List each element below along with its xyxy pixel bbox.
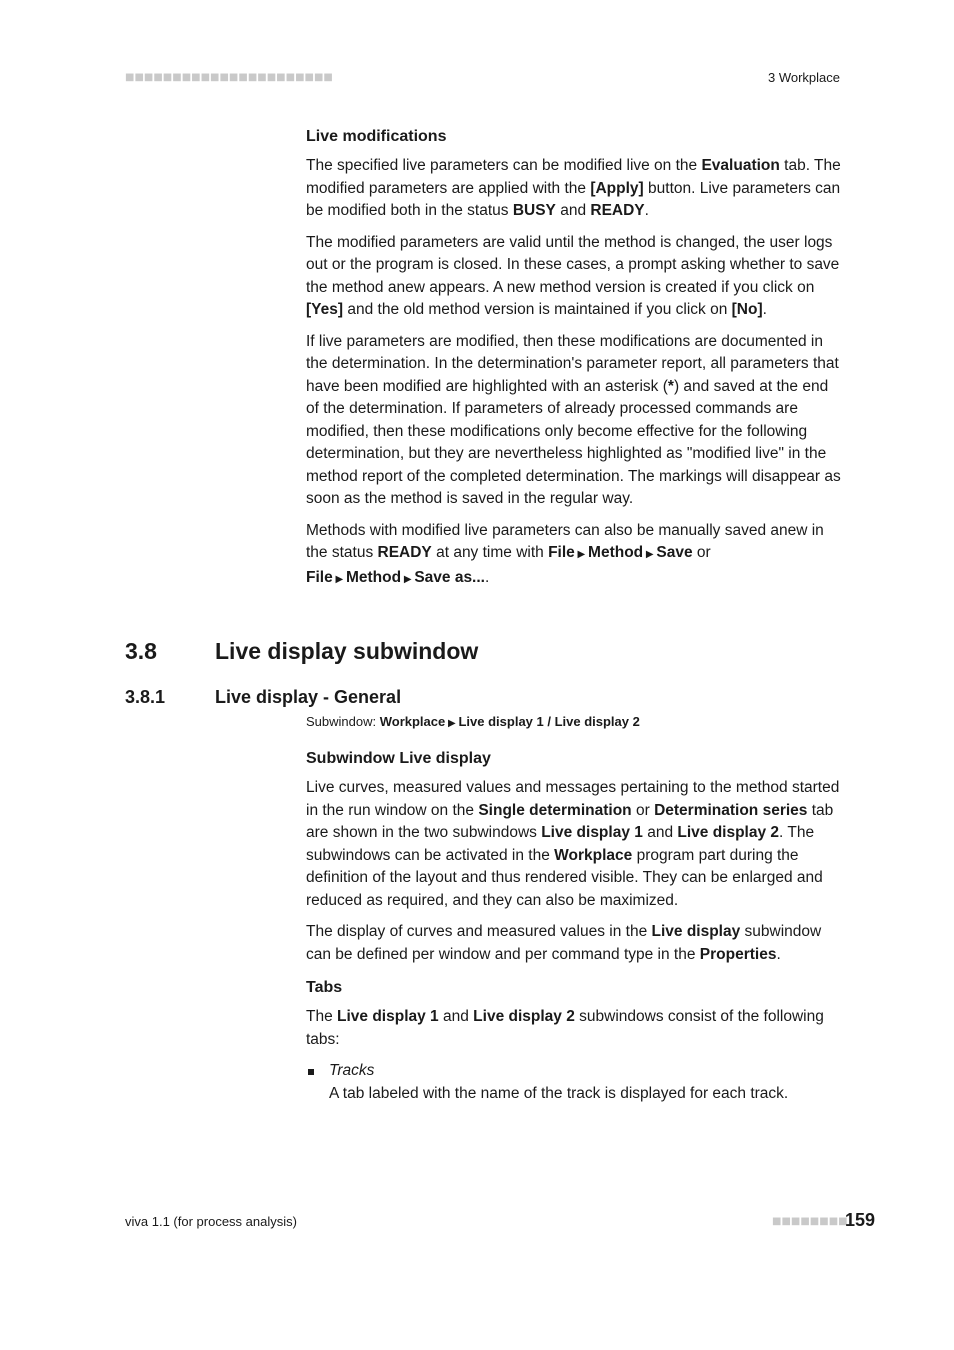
text-run: Live display 1 — [337, 1008, 439, 1025]
text-run: Single determination — [478, 801, 632, 819]
text-run: subwindow can be defined per window and per command type in the — [306, 923, 822, 963]
text-run: and the old method version is maintained if you click on — [343, 301, 732, 318]
menu-arrow-icon: ▶ — [401, 573, 415, 585]
text-run: . — [644, 202, 649, 219]
menu-arrow-icon: ▶ — [574, 549, 589, 560]
text-run: Evaluation — [701, 157, 780, 174]
text-run: * — [667, 377, 674, 395]
menu-arrow-icon: ▶ — [332, 573, 346, 585]
text-run: Live curves, measured values and messages pertaining to the method started in the run window on the — [306, 779, 840, 819]
text-run: Method — [345, 568, 402, 586]
text-run: tab are shown in the two subwindows — [306, 801, 834, 841]
text-run: button. Live parameters can be modified both in the status — [306, 179, 841, 219]
subwindow-live-display-heading: Subwindow Live display — [306, 750, 491, 767]
text-run: subwindows consist of the following tabs: — [306, 1008, 824, 1048]
paragraph — [306, 520, 842, 592]
text-run: . — [762, 301, 767, 318]
paragraph — [306, 921, 842, 966]
bullet-square-icon — [308, 1069, 314, 1075]
footer-decoration: ■■■■■■■■ — [772, 1216, 848, 1227]
text-run: Subwindow: — [306, 714, 380, 729]
subsection-heading — [125, 684, 401, 710]
text-run: and — [642, 824, 678, 841]
page-number: 159 — [845, 1210, 876, 1230]
paragraph — [306, 331, 842, 511]
text-run: If live parameters are modified, then these modifications are documented in the determination. In the determination's parameter report, all parameters that have been modified are highlighted with an asterisk ( — [306, 332, 839, 395]
text-run: and — [438, 1008, 474, 1025]
chapter-label: 3 Workplace — [767, 70, 840, 85]
text-run: Live display 2 — [473, 1008, 575, 1025]
menu-arrow-icon: ▶ — [445, 718, 459, 729]
text-run: READY — [377, 544, 432, 561]
text-run: . — [484, 568, 490, 586]
live-display-general-block — [306, 712, 842, 1105]
text-run: [Yes] — [306, 301, 344, 318]
text-run: Save as... — [414, 568, 485, 586]
text-run: Live display 1 / Live display 2 — [458, 714, 640, 729]
live-modifications-heading: Live modifications — [306, 128, 447, 145]
text-run: Determination series — [654, 801, 808, 819]
section-title: Live display subwindow — [215, 638, 479, 664]
text-run: Methods with modified live parameters can also be manually saved anew in the status — [306, 521, 824, 561]
text-run: [Apply] — [590, 179, 644, 197]
tabs-list — [306, 1060, 842, 1105]
paragraph — [306, 1006, 842, 1051]
subwindow-path — [306, 712, 842, 734]
text-run: The specified live parameters can be modified live on the — [306, 157, 702, 174]
product-name: viva 1.1 (for process analysis) — [125, 1214, 297, 1229]
text-run: Live display — [651, 923, 741, 940]
list-item-description: A tab labeled with the name of the track is displayed for each track. — [329, 1084, 789, 1102]
text-run: . — [776, 945, 781, 963]
text-run: BUSY — [512, 202, 556, 219]
text-run: Live display 2 — [677, 824, 780, 841]
text-run: The modified parameters are valid until the method is changed, the user logs out or the program is closed. In these cases, a prompt asking whether to save the method anew appears. A new method version is created if you click on — [306, 233, 840, 296]
paragraph — [306, 777, 842, 912]
subsection-number: 3.8.1 — [125, 687, 166, 707]
text-run: Workplace — [379, 714, 446, 729]
text-run: Workplace — [554, 846, 633, 864]
section-heading — [125, 636, 478, 666]
text-run: Properties — [699, 945, 777, 963]
header-decoration: ■■■■■■■■■■■■■■■■■■■■■■ — [125, 72, 333, 83]
live-modifications-block — [306, 124, 842, 600]
text-run: The display of curves and measured values in the — [306, 923, 652, 940]
text-run: Live display 1 — [541, 824, 643, 841]
text-run: program part during the definition of the layout and thus rendered visible. They can be enlarged and reduced as required, and they can also be maximized. — [306, 846, 823, 909]
paragraph — [306, 232, 842, 322]
text-run: READY — [590, 202, 645, 219]
subsection-title: Live display - General — [215, 687, 402, 707]
text-run: ) and saved at the end of the determination. If parameters of already processed commands are modified, then these modifications only become effective for the following determination, but they are nevertheless highlighted as "modified live" in the method report of the completed determination. The markings will disappear as soon as the method is saved in the regular way. — [306, 377, 841, 507]
text-run: File — [548, 544, 575, 561]
text-run: The — [306, 1008, 338, 1025]
text-run: tab. The modified parameters are applied with the — [306, 157, 841, 197]
tabs-heading: Tabs — [306, 979, 343, 996]
text-run: [No] — [731, 301, 763, 318]
text-run: at any time with — [431, 544, 549, 561]
text-run: . The subwindows can be activated in the — [306, 824, 815, 864]
list-item — [306, 1060, 842, 1105]
menu-arrow-icon: ▶ — [643, 549, 657, 560]
text-run: and — [555, 202, 591, 219]
text-run: Save — [656, 544, 693, 561]
text-run: Method — [588, 544, 644, 561]
list-item-title: Tracks — [329, 1062, 375, 1079]
text-run: File — [306, 568, 333, 586]
text-run: or — [692, 544, 711, 561]
section-number: 3.8 — [125, 638, 157, 664]
paragraph — [306, 155, 842, 223]
text-run: or — [631, 801, 655, 819]
